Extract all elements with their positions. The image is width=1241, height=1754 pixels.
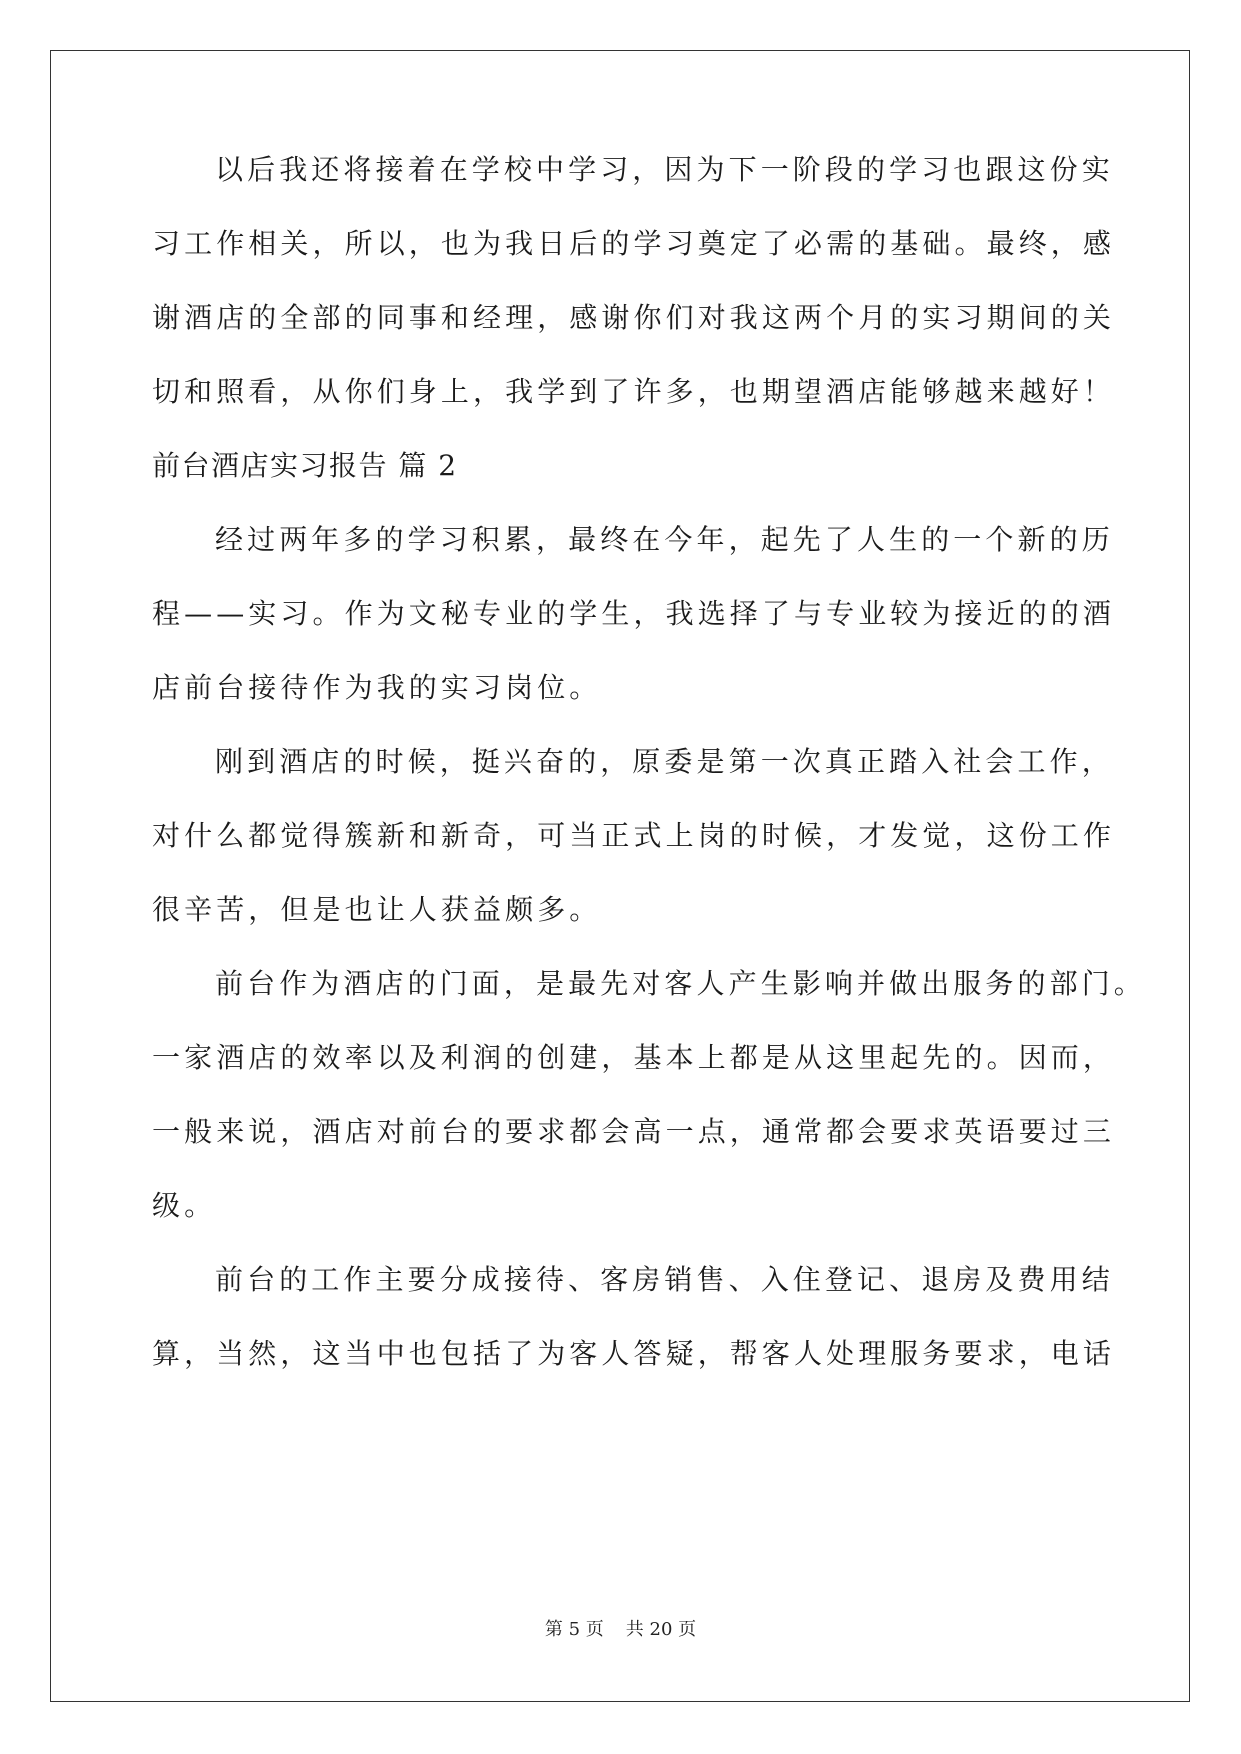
paragraph-line: 切和照看，从你们身上，我学到了许多，也期望酒店能够越来越好！ xyxy=(152,375,1116,408)
paragraph-line: 刚到酒店的时候，挺兴奋的，原委是第一次真正踏入社会工作， xyxy=(215,745,1114,778)
paragraph-line: 一般来说，酒店对前台的要求都会高一点，通常都会要求英语要过三 xyxy=(152,1115,1116,1148)
paragraph-line: 很辛苦，但是也让人获益颇多。 xyxy=(152,893,602,926)
paragraph-line: 前台作为酒店的门面，是最先对客人产生影响并做出服务的部门。 xyxy=(215,967,1146,1000)
paragraph-line: 店前台接待作为我的实习岗位。 xyxy=(152,671,602,704)
page-footer xyxy=(0,1618,1241,1642)
paragraph-line: 经过两年多的学习积累，最终在今年，起先了人生的一个新的历 xyxy=(215,523,1114,556)
paragraph-line: 一家酒店的效率以及利润的创建，基本上都是从这里起先的。因而， xyxy=(152,1041,1116,1074)
section-heading: 前台酒店实习报告 篇 2 xyxy=(152,449,458,482)
paragraph-line: 级。 xyxy=(152,1189,217,1222)
paragraph-line: 习工作相关，所以，也为我日后的学习奠定了必需的基础。最终，感 xyxy=(152,227,1116,260)
paragraph-line: 谢酒店的全部的同事和经理，感谢你们对我这两个月的实习期间的关 xyxy=(152,301,1116,334)
paragraph-line: 前台的工作主要分成接待、客房销售、入住登记、退房及费用结 xyxy=(215,1263,1114,1296)
paragraph-line: 程——实习。作为文秘专业的学生，我选择了与专业较为接近的的酒 xyxy=(152,597,1116,630)
paragraph-line: 以后我还将接着在学校中学习，因为下一阶段的学习也跟这份实 xyxy=(215,153,1114,186)
page-total: 共 20 页 xyxy=(625,1619,697,1640)
paragraph-line: 算，当然，这当中也包括了为客人答疑，帮客人处理服务要求，电话 xyxy=(152,1337,1116,1370)
paragraph-line: 对什么都觉得簇新和新奇，可当正式上岗的时候，才发觉，这份工作 xyxy=(152,819,1116,852)
page-number: 第 5 页 xyxy=(544,1619,604,1640)
